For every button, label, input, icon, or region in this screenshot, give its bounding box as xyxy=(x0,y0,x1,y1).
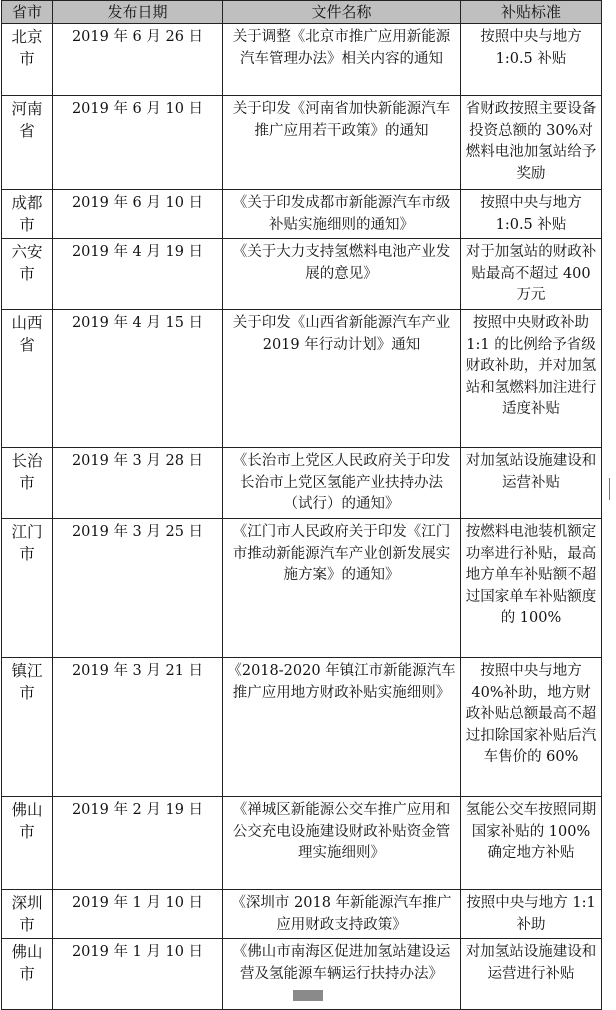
document-cell: 《长治市上党区人民政府关于印发长治市上党区氢能产业扶持办法（试行）的通知》 xyxy=(223,448,461,519)
header-document: 文件名称 xyxy=(223,1,461,24)
standard-cell: 对于加氢站的财政补贴最高不超过 400 万元 xyxy=(461,239,602,310)
standard-cell: 对加氢站设施建设和运营补贴 xyxy=(461,448,602,519)
standard-cell: 氢能公交车按照同期国家补贴的 100%确定地方补贴 xyxy=(461,797,602,890)
standard-cell: 省财政按照主要设备投资总额的 30%对燃料电池加氢站给予奖励 xyxy=(461,96,602,190)
province-cell: 北京市 xyxy=(2,24,53,96)
table-row xyxy=(2,519,602,658)
document-cell: 《2018-2020 年镇江市新能源汽车推广应用地方财政补贴实施细则》 xyxy=(223,658,461,797)
header-province: 省市 xyxy=(2,1,53,24)
table-row xyxy=(2,239,602,310)
date-cell: 2019 年 2 月 19 日 xyxy=(53,797,223,890)
subsidy-policy-table xyxy=(1,0,602,1010)
province-cell: 佛山市 xyxy=(2,797,53,890)
header-standard: 补贴标准 xyxy=(461,1,602,24)
table-header-row xyxy=(2,1,602,24)
date-cell: 2019 年 4 月 19 日 xyxy=(53,239,223,310)
document-cell: 关于调整《北京市推广应用新能源汽车管理办法》相关内容的通知 xyxy=(223,24,461,96)
document-cell: 《江门市人民政府关于印发《江门市推动新能源汽车产业创新发展实施方案》的通知》 xyxy=(223,519,461,658)
table-row xyxy=(2,890,602,939)
table-row xyxy=(2,96,602,190)
document-cell: 《禅城区新能源公交车推广应用和公交充电设施建设财政补贴资金管理实施细则》 xyxy=(223,797,461,890)
province-cell: 六安市 xyxy=(2,239,53,310)
date-cell: 2019 年 6 月 10 日 xyxy=(53,190,223,239)
table-row xyxy=(2,24,602,96)
document-cell: 《佛山市南海区促进加氢站建设运营及氢能源车辆运行扶持办法》 xyxy=(223,939,461,1010)
standard-cell: 按照中央与地方 40%补助，地方财政补贴总额最高不超过扣除国家补贴后汽车售价的 60% xyxy=(461,658,602,797)
table-row xyxy=(2,797,602,890)
date-cell: 2019 年 3 月 21 日 xyxy=(53,658,223,797)
table-row xyxy=(2,448,602,519)
date-cell: 2019 年 3 月 28 日 xyxy=(53,448,223,519)
date-cell: 2019 年 3 月 25 日 xyxy=(53,519,223,658)
date-cell: 2019 年 1 月 10 日 xyxy=(53,939,223,1010)
standard-cell: 按照中央财政补助 1:1 的比例给予省级财政补助，并对加氢站和氢燃料加注进行适度补贴 xyxy=(461,310,602,448)
standard-cell: 对加氢站设施建设和运营进行补贴 xyxy=(461,939,602,1010)
table-row xyxy=(2,658,602,797)
province-cell: 长治市 xyxy=(2,448,53,519)
date-cell: 2019 年 6 月 10 日 xyxy=(53,96,223,190)
date-cell: 2019 年 1 月 10 日 xyxy=(53,890,223,939)
header-date: 发布日期 xyxy=(53,1,223,24)
province-cell: 江门市 xyxy=(2,519,53,658)
document-cell: 《深圳市 2018 年新能源汽车推广应用财政支持政策》 xyxy=(223,890,461,939)
document-cell: 关于印发《山西省新能源汽车产业 2019 年行动计划》通知 xyxy=(223,310,461,448)
province-cell: 深圳市 xyxy=(2,890,53,939)
province-cell: 山西省 xyxy=(2,310,53,448)
table-row xyxy=(2,190,602,239)
standard-cell: 按照中央与地方 1:0.5 补贴 xyxy=(461,190,602,239)
table-row xyxy=(2,310,602,448)
province-cell: 成都市 xyxy=(2,190,53,239)
standard-cell: 按燃料电池装机额定功率进行补贴，最高地方单车补贴额不超过国家单车补贴额度的 100% xyxy=(461,519,602,658)
document-cell: 关于印发《河南省加快新能源汽车推广应用若干政策》的通知 xyxy=(223,96,461,190)
standard-cell: 按照中央与地方 1:0.5 补贴 xyxy=(461,24,602,96)
document-cell: 《关于大力支持氢燃料电池产业发展的意见》 xyxy=(223,239,461,310)
page-bottom-tab xyxy=(293,990,323,1001)
document-cell: 《关于印发成都市新能源汽车市级补贴实施细则的通知》 xyxy=(223,190,461,239)
province-cell: 佛山市 xyxy=(2,939,53,1010)
date-cell: 2019 年 4 月 15 日 xyxy=(53,310,223,448)
province-cell: 镇江市 xyxy=(2,658,53,797)
page-edge-mark xyxy=(609,478,615,500)
date-cell: 2019 年 6 月 26 日 xyxy=(53,24,223,96)
standard-cell: 按照中央与地方 1:1 补助 xyxy=(461,890,602,939)
province-cell: 河南省 xyxy=(2,96,53,190)
